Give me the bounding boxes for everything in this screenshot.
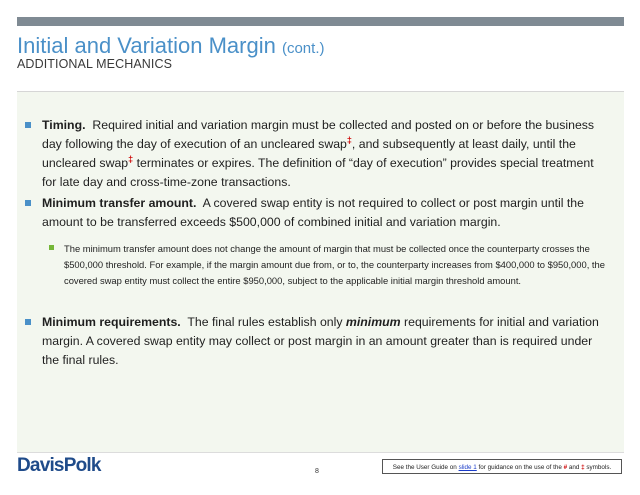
bullet-minimum-transfer — [25, 194, 605, 232]
double-dagger-symbol: ‡ — [128, 153, 134, 164]
page-number: 8 — [315, 468, 319, 475]
bullet-marker-icon — [25, 122, 31, 128]
guide-suffix: symbols. — [584, 464, 612, 471]
user-guide-note — [382, 459, 622, 474]
guide-mid: for guidance on the use of the — [476, 464, 564, 471]
bullet-minimum-transfer-text — [42, 194, 605, 232]
hash-symbol: # — [563, 464, 568, 471]
guide-prefix: See the User Guide on — [392, 464, 459, 471]
double-dagger-symbol: ‡ — [346, 134, 352, 145]
sub-bullet-marker-icon — [49, 245, 54, 250]
double-dagger-symbol: ‡ — [581, 464, 585, 471]
bullet-timing-heading: Timing. — [42, 118, 86, 132]
guide-and: and — [567, 464, 582, 471]
bullet-minimum-transfer-heading: Minimum transfer amount. — [42, 196, 197, 210]
davis-polk-logo: DavisPolk — [17, 455, 101, 476]
bullet-timing-part2: , and subsequently at least daily, until the uncleared swap — [42, 137, 576, 170]
sub-bullet-minimum-transfer — [49, 241, 609, 289]
slide-subtitle: ADDITIONAL MECHANICS — [17, 57, 173, 71]
bullet-minimum-requirements-text — [42, 313, 605, 370]
sub-bullet-text: The minimum transfer amount does not change the amount of margin that must be collected once the counterparty crosses the $500,000 threshold. For example, if the margin amount due from, or to, the counterparty increases from $400,000 to $950,000, the covered swap entity must collect the entire $950,000, subject to the applicable initial margin threshold amount. — [64, 243, 605, 286]
bullet-minimum-requirements-heading: Minimum requirements. — [42, 315, 181, 329]
bullet-marker-icon — [25, 200, 31, 206]
slide-title-suffix: (cont.) — [281, 40, 325, 57]
bullet-minimum-requirements-part2: requirements for initial and variation margin. A covered swap entity may collect or post margin in an amount greater than is required under the final rules. — [42, 315, 599, 367]
bullet-minimum-requirements — [25, 313, 605, 370]
emphasis-minimum: minimum — [345, 315, 401, 329]
bullet-timing-part1: Required initial and variation margin must be collected and posted on or before the business day following the day of execution of an uncleared swap — [42, 118, 595, 151]
bullet-timing-part3: terminates or expires. The definition of “day of execution” provides special treatment for late day and cross-time-zone transactions. — [42, 156, 594, 189]
slide-title-text: Initial and Variation Margin — [17, 33, 276, 58]
bullet-marker-icon — [25, 319, 31, 325]
slide-1-link[interactable]: slide 1 — [458, 464, 477, 471]
bullet-timing-text — [42, 116, 605, 192]
bullet-minimum-transfer-body: A covered swap entity is not required to collect or post margin until the amount to be transferred exceeds $500,000 of combined initial and variation margin. — [42, 196, 584, 229]
bullet-minimum-requirements-part1: The final rules establish only — [187, 315, 346, 329]
header-rule — [17, 17, 624, 26]
bullet-timing — [25, 116, 605, 192]
